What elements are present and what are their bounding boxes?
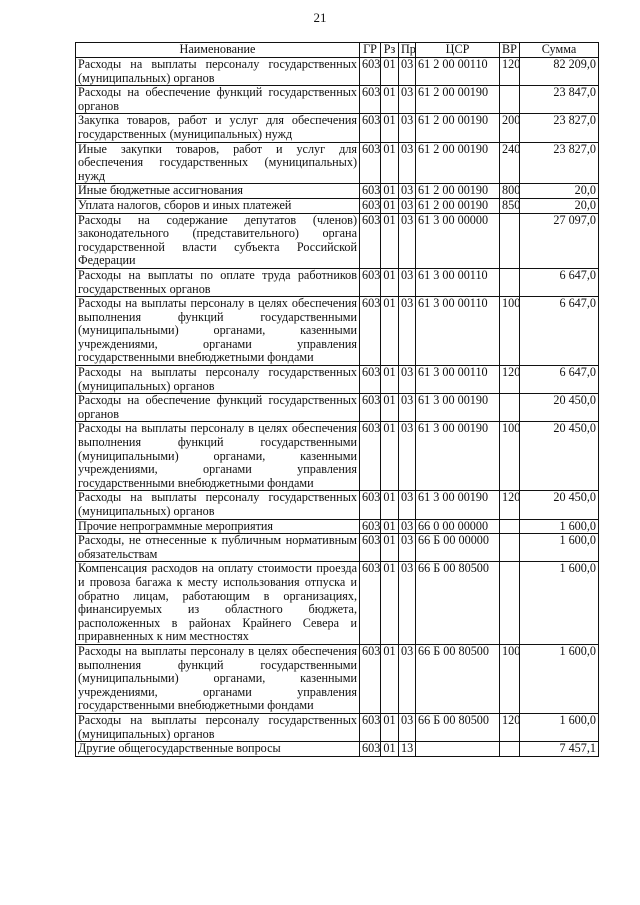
row-name: Иные закупки товаров, работ и услуг для обеспечения государственных (муниципальных) нужд (76, 142, 360, 184)
table-row (76, 366, 599, 394)
row-gr: 603 (360, 86, 381, 114)
row-pr: 03 (399, 534, 416, 562)
row-csr: 61 3 00 00190 (416, 394, 500, 422)
table-row (76, 422, 599, 491)
row-rz: 01 (381, 644, 399, 713)
row-sum: 20 450,0 (520, 422, 599, 491)
table-row (76, 394, 599, 422)
header-csr: ЦСР (416, 43, 500, 58)
row-csr: 61 3 00 00110 (416, 297, 500, 366)
row-pr: 03 (399, 422, 416, 491)
table-row (76, 142, 599, 184)
row-sum: 1 600,0 (520, 534, 599, 562)
row-vr: 100 (500, 422, 520, 491)
row-csr: 61 2 00 00190 (416, 198, 500, 213)
row-sum: 1 600,0 (520, 713, 599, 741)
row-gr: 603 (360, 394, 381, 422)
row-gr: 603 (360, 58, 381, 86)
row-name: Прочие непрограммные мероприятия (76, 519, 360, 534)
table-row (76, 742, 599, 757)
row-gr: 603 (360, 142, 381, 184)
row-vr (500, 562, 520, 645)
row-gr: 603 (360, 268, 381, 296)
row-name: Закупка товаров, работ и услуг для обеспечения государственных (муниципальных) нужд (76, 114, 360, 142)
row-name: Расходы на выплаты персоналу государственных (муниципальных) органов (76, 58, 360, 86)
row-pr: 03 (399, 644, 416, 713)
table-row (76, 297, 599, 366)
row-name: Иные бюджетные ассигнования (76, 184, 360, 199)
row-csr (416, 742, 500, 757)
row-csr: 66 Б 00 80500 (416, 644, 500, 713)
row-csr: 61 3 00 00190 (416, 491, 500, 519)
row-name: Расходы на выплаты персоналу государственных (муниципальных) органов (76, 366, 360, 394)
table-row (76, 184, 599, 199)
row-pr: 03 (399, 213, 416, 268)
row-csr: 66 Б 00 80500 (416, 562, 500, 645)
row-name: Расходы на выплаты персоналу в целях обеспечения выполнения функций государственными (муниципальными) органами, казенными учреждениями, органами управления государственными внебюджетными фондами (76, 422, 360, 491)
header-name: Наименование (76, 43, 360, 58)
row-name: Расходы на обеспечение функций государственных органов (76, 86, 360, 114)
row-sum: 82 209,0 (520, 58, 599, 86)
row-csr: 61 2 00 00190 (416, 184, 500, 199)
row-rz: 01 (381, 213, 399, 268)
row-vr (500, 86, 520, 114)
row-sum: 23 827,0 (520, 114, 599, 142)
row-rz: 01 (381, 198, 399, 213)
row-gr: 603 (360, 213, 381, 268)
row-csr: 61 2 00 00190 (416, 86, 500, 114)
row-gr: 603 (360, 422, 381, 491)
row-pr: 03 (399, 58, 416, 86)
row-pr: 03 (399, 519, 416, 534)
row-vr: 100 (500, 297, 520, 366)
row-csr: 61 3 00 00110 (416, 268, 500, 296)
row-name: Расходы на обеспечение функций государственных органов (76, 394, 360, 422)
row-name: Расходы на выплаты персоналу в целях обеспечения выполнения функций государственными (муниципальными) органами, казенными учреждениями, органами управления государственными внебюджетными фондами (76, 297, 360, 366)
row-vr (500, 519, 520, 534)
row-rz: 01 (381, 519, 399, 534)
row-sum: 20 450,0 (520, 394, 599, 422)
row-rz: 01 (381, 534, 399, 562)
row-vr (500, 213, 520, 268)
row-vr: 240 (500, 142, 520, 184)
row-vr (500, 534, 520, 562)
table-header-row (76, 43, 599, 58)
row-vr (500, 394, 520, 422)
row-vr (500, 742, 520, 757)
row-pr: 03 (399, 562, 416, 645)
row-vr: 120 (500, 491, 520, 519)
header-pr: Пр (399, 43, 416, 58)
row-rz: 01 (381, 422, 399, 491)
row-sum: 20 450,0 (520, 491, 599, 519)
row-csr: 61 3 00 00110 (416, 366, 500, 394)
budget-table (75, 42, 599, 757)
row-gr: 603 (360, 742, 381, 757)
row-csr: 66 0 00 00000 (416, 519, 500, 534)
row-gr: 603 (360, 562, 381, 645)
row-rz: 01 (381, 491, 399, 519)
row-gr: 603 (360, 713, 381, 741)
row-csr: 61 3 00 00000 (416, 213, 500, 268)
row-vr: 120 (500, 713, 520, 741)
row-pr: 03 (399, 394, 416, 422)
row-sum: 27 097,0 (520, 213, 599, 268)
row-vr: 200 (500, 114, 520, 142)
row-gr: 603 (360, 297, 381, 366)
row-name: Уплата налогов, сборов и иных платежей (76, 198, 360, 213)
row-csr: 61 2 00 00110 (416, 58, 500, 86)
row-vr (500, 268, 520, 296)
table-row (76, 198, 599, 213)
table-row (76, 491, 599, 519)
table-body (76, 58, 599, 757)
table-row (76, 86, 599, 114)
row-rz: 01 (381, 713, 399, 741)
row-pr: 03 (399, 297, 416, 366)
row-pr: 03 (399, 491, 416, 519)
row-name: Расходы на выплаты по оплате труда работников государственных органов (76, 268, 360, 296)
row-rz: 01 (381, 394, 399, 422)
row-csr: 61 2 00 00190 (416, 142, 500, 184)
row-sum: 6 647,0 (520, 268, 599, 296)
table-row (76, 562, 599, 645)
row-gr: 603 (360, 366, 381, 394)
row-vr: 120 (500, 58, 520, 86)
row-pr: 03 (399, 268, 416, 296)
row-pr: 03 (399, 86, 416, 114)
row-name: Расходы на содержание депутатов (членов) законодательного (представительного) органа государственной власти субъекта Российской Федерации (76, 213, 360, 268)
row-sum: 23 827,0 (520, 142, 599, 184)
row-sum: 20,0 (520, 184, 599, 199)
row-sum: 6 647,0 (520, 297, 599, 366)
header-rz: Рз (381, 43, 399, 58)
row-csr: 61 2 00 00190 (416, 114, 500, 142)
row-name: Расходы на выплаты персоналу государственных (муниципальных) органов (76, 713, 360, 741)
row-csr: 66 Б 00 00000 (416, 534, 500, 562)
row-rz: 01 (381, 58, 399, 86)
table-row (76, 58, 599, 86)
row-sum: 7 457,1 (520, 742, 599, 757)
row-rz: 01 (381, 562, 399, 645)
row-pr: 03 (399, 198, 416, 213)
row-csr: 61 3 00 00190 (416, 422, 500, 491)
table-row (76, 268, 599, 296)
row-csr: 66 Б 00 80500 (416, 713, 500, 741)
row-rz: 01 (381, 86, 399, 114)
row-vr: 100 (500, 644, 520, 713)
header-sum: Сумма (520, 43, 599, 58)
row-pr: 03 (399, 184, 416, 199)
table-row (76, 713, 599, 741)
row-gr: 603 (360, 491, 381, 519)
row-name: Расходы на выплаты персоналу в целях обеспечения выполнения функций государственными (муниципальными) органами, казенными учреждениями, органами управления государственными внебюджетными фондами (76, 644, 360, 713)
row-gr: 603 (360, 644, 381, 713)
table-row (76, 644, 599, 713)
row-sum: 23 847,0 (520, 86, 599, 114)
row-pr: 13 (399, 742, 416, 757)
row-gr: 603 (360, 184, 381, 199)
row-sum: 1 600,0 (520, 644, 599, 713)
table-row (76, 213, 599, 268)
table-row (76, 519, 599, 534)
row-name: Расходы, не отнесенные к публичным нормативным обязательствам (76, 534, 360, 562)
row-vr: 120 (500, 366, 520, 394)
row-gr: 603 (360, 534, 381, 562)
row-rz: 01 (381, 184, 399, 199)
row-pr: 03 (399, 114, 416, 142)
row-name: Расходы на выплаты персоналу государственных (муниципальных) органов (76, 491, 360, 519)
row-sum: 20,0 (520, 198, 599, 213)
row-name: Другие общегосударственные вопросы (76, 742, 360, 757)
header-vr: ВР (500, 43, 520, 58)
row-pr: 03 (399, 366, 416, 394)
row-vr: 850 (500, 198, 520, 213)
row-rz: 01 (381, 268, 399, 296)
row-gr: 603 (360, 114, 381, 142)
row-rz: 01 (381, 297, 399, 366)
row-name: Компенсация расходов на оплату стоимости проезда и провоза багажа к месту использования отпуска и обратно лицам, работающим в организациях, финансируемых из областного бюджета, расположенных в районах Крайнего Севера и приравненных к ним местностях (76, 562, 360, 645)
row-gr: 603 (360, 198, 381, 213)
table-row (76, 114, 599, 142)
row-rz: 01 (381, 742, 399, 757)
row-rz: 01 (381, 366, 399, 394)
row-rz: 01 (381, 114, 399, 142)
header-gr: ГР (360, 43, 381, 58)
row-pr: 03 (399, 713, 416, 741)
page-number: 21 (313, 10, 327, 25)
row-rz: 01 (381, 142, 399, 184)
row-gr: 603 (360, 519, 381, 534)
row-sum: 6 647,0 (520, 366, 599, 394)
row-sum: 1 600,0 (520, 562, 599, 645)
row-vr: 800 (500, 184, 520, 199)
table-row (76, 534, 599, 562)
row-pr: 03 (399, 142, 416, 184)
row-sum: 1 600,0 (520, 519, 599, 534)
